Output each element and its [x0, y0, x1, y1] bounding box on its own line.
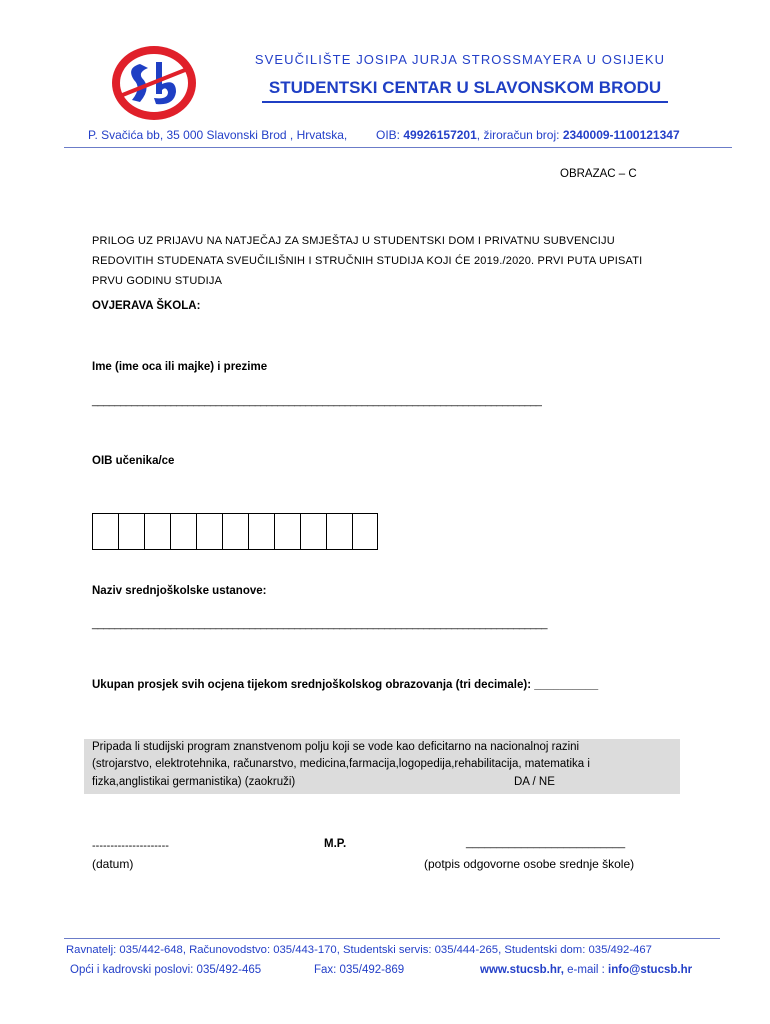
oib-digit-cell[interactable]	[222, 513, 248, 550]
name-field[interactable]: ________________________________________________________________________________	[92, 395, 542, 407]
signature-label: (potpis odgovorne osobe srednje škole)	[424, 857, 635, 871]
oib-digit-cell[interactable]	[352, 513, 378, 550]
verifies-label: OVJERAVA ŠKOLA:	[92, 300, 201, 312]
deficit-answer[interactable]: DA / NE	[514, 776, 555, 788]
oib-label: OIB:	[376, 128, 401, 142]
intro-line: REDOVITIH STUDENATA SVEUČILIŠNIH I STRUČNIH STUDIJA KOJI ĆE 2019./2020. PRVI PUTA UPISATI	[92, 255, 643, 267]
account-label: , žiroračun broj:	[476, 128, 560, 142]
footer-divider	[64, 938, 720, 939]
intro-line: PRILOG UZ PRIJAVU NA NATJEČAJ ZA SMJEŠTAJ U STUDENTSKI DOM I PRIVATNU SUBVENCIJU	[92, 235, 615, 247]
university-name: SVEUČILIŠTE JOSIPA JURJA STROSSMAYERA U OSIJEKU	[254, 52, 666, 67]
center-name: STUDENTSKI CENTAR U SLAVONSKOM BRODU	[268, 78, 662, 97]
footer-general: Opći i kadrovski poslovi: 035/492-465	[70, 964, 262, 976]
oib-digit-cell[interactable]	[92, 513, 118, 550]
header-divider	[64, 147, 732, 148]
oib-digit-cell[interactable]	[170, 513, 196, 550]
date-label: (datum)	[92, 857, 134, 871]
oib-digit-cell[interactable]	[326, 513, 352, 550]
oib-digit-cell[interactable]	[274, 513, 300, 550]
website-link[interactable]: www.stucsb.hr,	[480, 964, 564, 976]
deficit-line: fizka,anglistikai germanistika) (zaokruži)	[92, 776, 296, 788]
email-label: e-mail :	[567, 964, 605, 976]
oib-digit-cell[interactable]	[196, 513, 222, 550]
average-label[interactable]: Ukupan prosjek svih ocjena tijekom srednjoškolskog obrazovanja (tri decimale): __________	[92, 679, 599, 691]
oib-digit-boxes[interactable]	[92, 513, 378, 550]
date-line[interactable]: ---------------------	[92, 840, 169, 852]
sb-logo	[110, 44, 198, 122]
oib-digit-cell[interactable]	[300, 513, 326, 550]
intro-line: PRVU GODINU STUDIJA	[92, 275, 223, 287]
account-value: 2340009-1100121347	[562, 128, 680, 142]
oib-digit-cell[interactable]	[248, 513, 274, 550]
deficit-question-box	[84, 739, 680, 794]
stamp-label: M.P.	[324, 838, 347, 850]
email-link[interactable]: info@stucsb.hr	[608, 964, 693, 976]
title-underline	[262, 101, 668, 103]
oib-account-line	[376, 128, 680, 142]
form-intro	[92, 231, 692, 291]
school-label: Naziv srednjoškolske ustanove:	[92, 585, 267, 597]
footer-contacts: Ravnatelj: 035/442-648, Računovodstvo: 035/443-170, Studentski servis: 035/444-265, Studentski dom: 035/492-467	[66, 944, 652, 956]
name-label: Ime (ime oca ili majke) i prezime	[92, 361, 268, 373]
address: P. Svačića bb, 35 000 Slavonski Brod , Hrvatska,	[88, 128, 348, 142]
oib-value: 49926157201	[403, 128, 477, 142]
form-code: OBRAZAC – C	[560, 168, 637, 180]
school-field[interactable]: _________________________________________________________________________________	[92, 618, 548, 630]
oib-digit-cell[interactable]	[144, 513, 170, 550]
footer-web-email	[480, 964, 692, 976]
deficit-line: (strojarstvo, elektrotehnika, računarstvo, medicina,farmacija,logopedija,rehabilitacija, matematika i	[92, 758, 590, 770]
signature-line[interactable]: __________________________	[466, 837, 626, 849]
footer-fax: Fax: 035/492-869	[314, 964, 405, 976]
oib-digit-cell[interactable]	[118, 513, 144, 550]
deficit-line: Pripada li studijski program znanstvenom polju koji se vode kao deficitarno na nacionalnoj razini	[92, 741, 580, 753]
oib-student-label: OIB učenika/ce	[92, 455, 175, 467]
